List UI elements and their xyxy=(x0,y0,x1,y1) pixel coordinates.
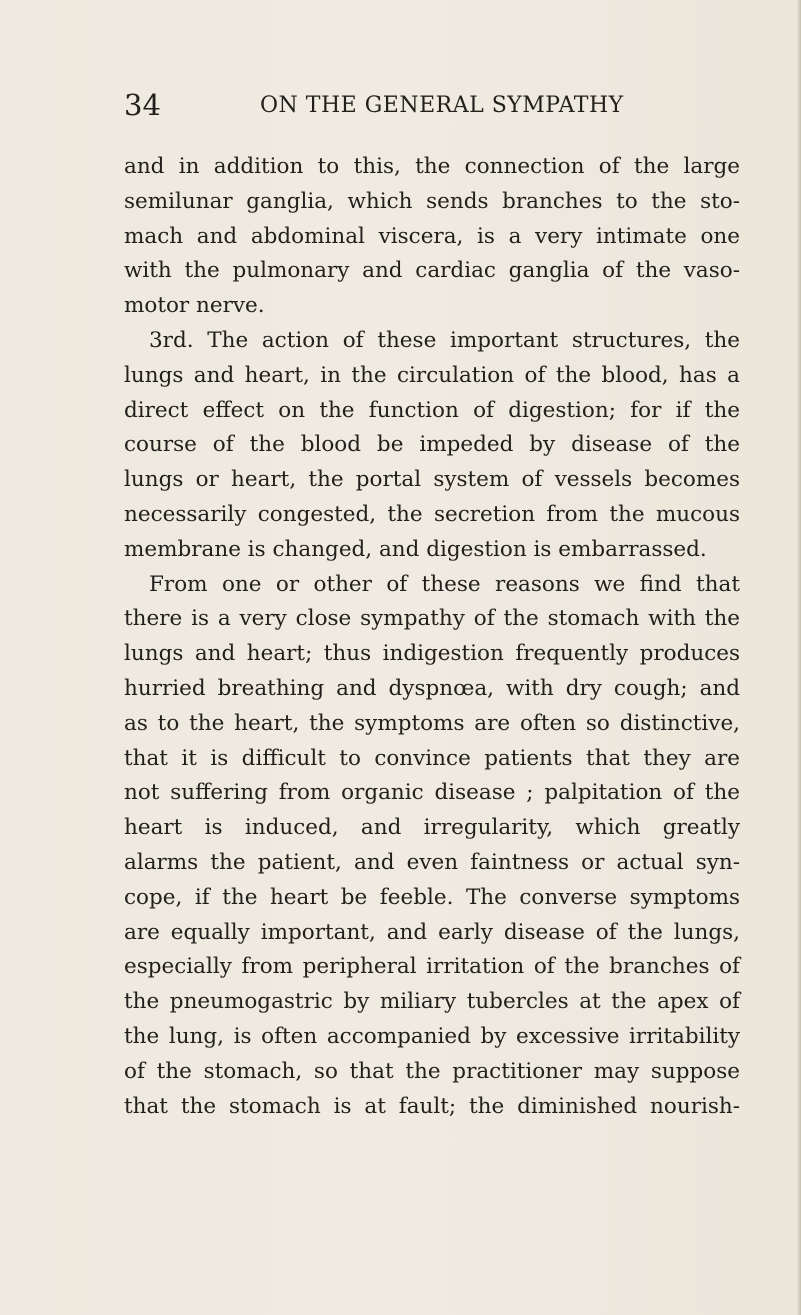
text-line: semilunar ganglia, which sends branches to the sto- xyxy=(124,188,740,214)
text-line: the lung, is often accompanied by excessive irritability xyxy=(124,1023,740,1049)
text-line: that it is difficult to convince patients that they are xyxy=(124,745,740,771)
text-line: lungs and heart; thus indigestion frequently produces xyxy=(124,641,740,667)
paragraph-start-line: 3rd. The action of these important structures, the xyxy=(149,327,740,353)
page-header xyxy=(124,88,714,124)
text-line: especially from peripheral irritation of the branches of xyxy=(124,954,740,980)
text-line: hurried breathing and dyspnœa, with dry cough; and xyxy=(124,675,740,701)
text-line: are equally important, and early disease of the lungs, xyxy=(124,919,740,945)
text-line: not suffering from organic disease ; palpitation of the xyxy=(124,780,740,806)
text-line: direct effect on the function of digestion; for if the xyxy=(124,397,740,423)
text-line: the pneumogastric by miliary tubercles at the apex of xyxy=(124,989,740,1015)
text-line: membrane is changed, and digestion is embarrassed. xyxy=(124,536,707,562)
text-line: lungs and heart, in the circulation of the blood, has a xyxy=(124,362,740,388)
text-line: lungs or heart, the portal system of vessels becomes xyxy=(124,467,740,493)
text-line: with the pulmonary and cardiac ganglia of the vaso- xyxy=(124,258,740,284)
text-line: motor nerve. xyxy=(124,293,265,319)
paragraph-start-line: From one or other of these reasons we find that xyxy=(149,571,740,597)
text-line: as to the heart, the symptoms are often so distinctive, xyxy=(124,710,740,736)
text-line: course of the blood be impeded by disease of the xyxy=(124,432,740,458)
text-line: heart is induced, and irregularity, which greatly xyxy=(124,815,740,841)
text-line: necessarily congested, the secretion from the mucous xyxy=(124,501,740,527)
text-line: mach and abdominal viscera, is a very intimate one xyxy=(124,223,740,249)
page-edge-shadow xyxy=(797,0,801,1315)
running-head: ON THE GENERAL SYMPATHY xyxy=(260,93,624,118)
page-number: 34 xyxy=(124,88,161,122)
body-text xyxy=(124,150,740,1124)
text-line: of the stomach, so that the practitioner may suppose xyxy=(124,1058,740,1084)
text-line: that the stomach is at fault; the diminished nourish- xyxy=(124,1093,740,1119)
text-line: there is a very close sympathy of the stomach with the xyxy=(124,606,740,632)
text-line: and in addition to this, the connection of the large xyxy=(124,154,740,179)
text-line: alarms the patient, and even faintness or actual syn- xyxy=(124,849,740,875)
text-line: cope, if the heart be feeble. The converse symptoms xyxy=(124,884,740,910)
